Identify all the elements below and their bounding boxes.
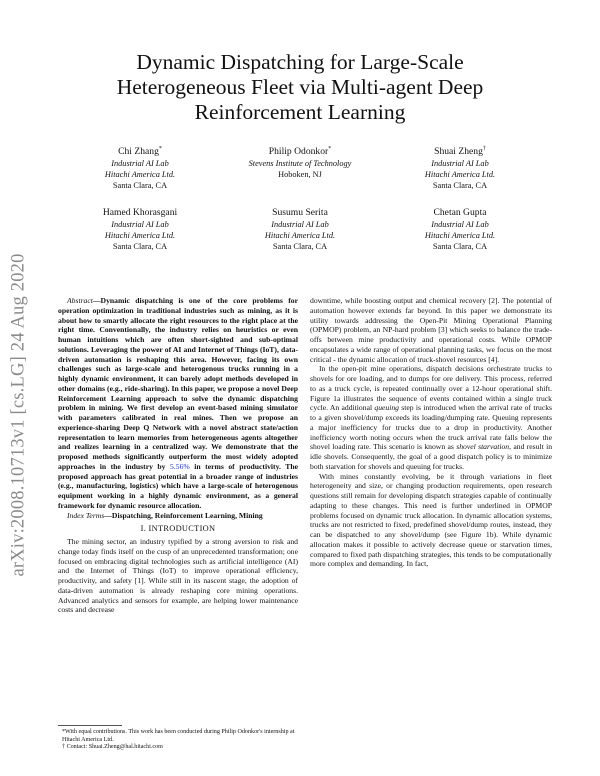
author-location: Santa Clara, CA <box>112 180 168 190</box>
author-affiliation: Industrial AI Lab <box>111 159 169 169</box>
author-name: Shuai Zheng† <box>434 146 486 158</box>
paper-title <box>60 50 540 125</box>
index-terms <box>58 511 298 521</box>
author-name: Susumu Serita <box>272 207 328 218</box>
author-name: Philip Odonkor* <box>268 146 332 158</box>
author-affiliation: Industrial AI Lab <box>431 220 489 229</box>
right-column <box>310 296 552 569</box>
term-emphasis: shovel starvation <box>456 442 510 452</box>
abstract-text: —Dynamic dispatching is one of the core problems for operation optimization in traditional industries such as mining, as it is about how to smartly allocate the right resources to the right place at the right time. Conventionally, the industry relies on heuristics or even human intuitions which are often short-sighted and sub-optimal solutions. Leveraging the power of AI and Internet of Things (IoT), data-driven automation is reshaping this area. However, facing its own challenges such as large-scale and heterogenous trucks running in a highly dynamic environment, it can barely adopt methods developed in other domains (e.g., ride-sharing). In this paper, we propose a novel Deep Reinforcement Learning approach to solve the dynamic dispatching problem in mining. We first develop an event-based mining simulator with parameters calibrated in real mines. Then we propose an experience-sharing Deep Q Network with a novel abstract state/action representation to learn memories from heterogeneous agents altogether and realizes learning in a centralized way. We demonstrate that the proposed methods significantly outperform the most widely adopted approaches in the industry by <box>58 296 298 471</box>
author-card <box>380 207 540 252</box>
author-affiliation: Hitachi America Ltd. <box>104 230 176 240</box>
index-terms-label: Index Terms <box>67 510 105 520</box>
author-name: Chi Zhang* <box>118 146 162 158</box>
author-name: Chetan Gupta <box>433 207 487 218</box>
right-paragraph: downtime, while boosting output and chemical recovery [2]. The potential of automation however extends far beyond. In this paper we demonstrate its utility towards addressing the Open-Pit Mining Operational Planning (OPMOP) problem, an NP-hard problem [3] which seeks to balance the trade-offs between mine productivity and operational costs. While OPMOP encapsulates a wide range of operational planning tasks, we focus on the most critical - the dynamic allocation of truck-shovel resources [4]. <box>310 296 552 364</box>
author-card <box>220 207 380 252</box>
author-affiliation: Hitachi America Ltd. <box>424 169 496 179</box>
author-location: Santa Clara, CA <box>272 241 328 251</box>
author-affiliation: Industrial AI Lab <box>111 220 169 229</box>
section-heading: I. INTRODUCTION <box>140 524 216 534</box>
author-affiliation: Industrial AI Lab <box>271 220 329 229</box>
author-affiliation: Stevens Institute of Technology <box>248 159 352 169</box>
author-block <box>60 143 540 273</box>
footnote: *With equal contributions. This work has been conducted during Philip Odonkor's internship at Hitachi America Ltd. <box>62 729 295 743</box>
index-terms-text: —Dispatching, Reinforcement Learning, Mining <box>104 510 263 520</box>
author-name: Hamed Khorasgani <box>102 207 178 218</box>
title-line: Heterogeneous Fleet via Multi-agent Deep <box>116 75 484 99</box>
author-card <box>60 207 220 252</box>
abstract-label: Abstract <box>67 296 93 305</box>
footnote: † Contact: Shuai.Zheng@hal.hitachi.com <box>62 744 163 751</box>
arxiv-side-stamp <box>2 200 36 630</box>
left-column <box>58 296 298 615</box>
intro-paragraph: The mining sector, an industry typified by a strong aversion to risk and change today finds itself on the cusp of an unprecedented transformation; one focused on embracing digital technologies such as artificial intelligence (AI) and the Internet of Things (IoT) to improve operational efficiency, productivity, and safety [1]. While still in its nascent stage, the adoption of data-driven automation is already reshaping core mining operations. Advanced analytics and sensors for example, are helping lower maintenance costs and decrease <box>58 537 298 615</box>
term-emphasis: queuing <box>374 403 399 413</box>
abstract-highlight-value[interactable]: 5.56% <box>170 461 190 471</box>
title-line: Reinforcement Learning <box>194 100 406 124</box>
footnotes <box>58 725 298 752</box>
arxiv-identifier[interactable]: arXiv:2008.10713v1 [cs.LG] 24 Aug 2020 <box>8 253 29 577</box>
author-location: Santa Clara, CA <box>112 241 168 251</box>
author-card <box>220 143 380 181</box>
author-location: Santa Clara, CA <box>432 241 488 251</box>
author-card <box>60 143 220 192</box>
author-affiliation: Hitachi America Ltd. <box>104 169 176 179</box>
author-affiliation: Hitachi America Ltd. <box>424 230 496 240</box>
title-line: Dynamic Dispatching for Large-Scale <box>136 50 464 74</box>
right-paragraph: In the open-pit mine operations, dispatch decisions orchestrate trucks to shovels for ore loading, and to dumps for ore delivery. This process, referred to as a truck cycle, is repeated continually over a 12-hour operational shift. Figure 1a illustrates the sequence of events contained within a single truck cycle. An additional queuing step is introduced when the arrival rate of trucks to a given shovel/dump exceeds its loading/dumping rate. Queuing represents a major inefficiency for trucks due to a drop in productivity. Another inefficiency worth noting occurs when the truck arrival rate falls below the shovel loading rate. This scenario is known as shovel starvation, and result in idle shovels. Consequently, the goal of a good dispatch policy is to minimize both starvation for shovels and queuing for trucks. <box>310 364 553 471</box>
author-card <box>380 143 540 192</box>
author-affiliation: Hitachi America Ltd. <box>264 230 336 240</box>
abstract <box>58 296 298 511</box>
abstract-text-cont: in terms of productivity. The proposed approach has great potential in a broader range of industries (e.g., manufacturing, logistics) which have a large-scale of heterogenous equipment working in a highly dynamic environment, as a general framework for dynamic resource allocation. <box>58 461 299 510</box>
right-paragraph: With mines constantly evolving, be it through variations in fleet heterogeneity and size, or changing production requirements, open research questions still remain for developing dispatch strategies capable of continually adapting to these changes. This need is further underlined in OPMOP problems focused on dynamic truck allocation. In dynamic allocation systems, trucks are not restricted to fixed, predefined shovel/dump routes, instead, they can be dispatched to any shovel/dump (see Figure 1b). While dynamic allocation makes it possible to actively decrease queue or starvation times, compared to fixed path dispatching strategies, this tends to be computationally more complex and demanding. In fact, <box>310 471 552 569</box>
author-affiliation: Industrial AI Lab <box>431 159 489 169</box>
footnote-rule <box>58 725 122 726</box>
author-location: Santa Clara, CA <box>432 180 488 190</box>
author-location: Hoboken, NJ <box>278 169 322 179</box>
